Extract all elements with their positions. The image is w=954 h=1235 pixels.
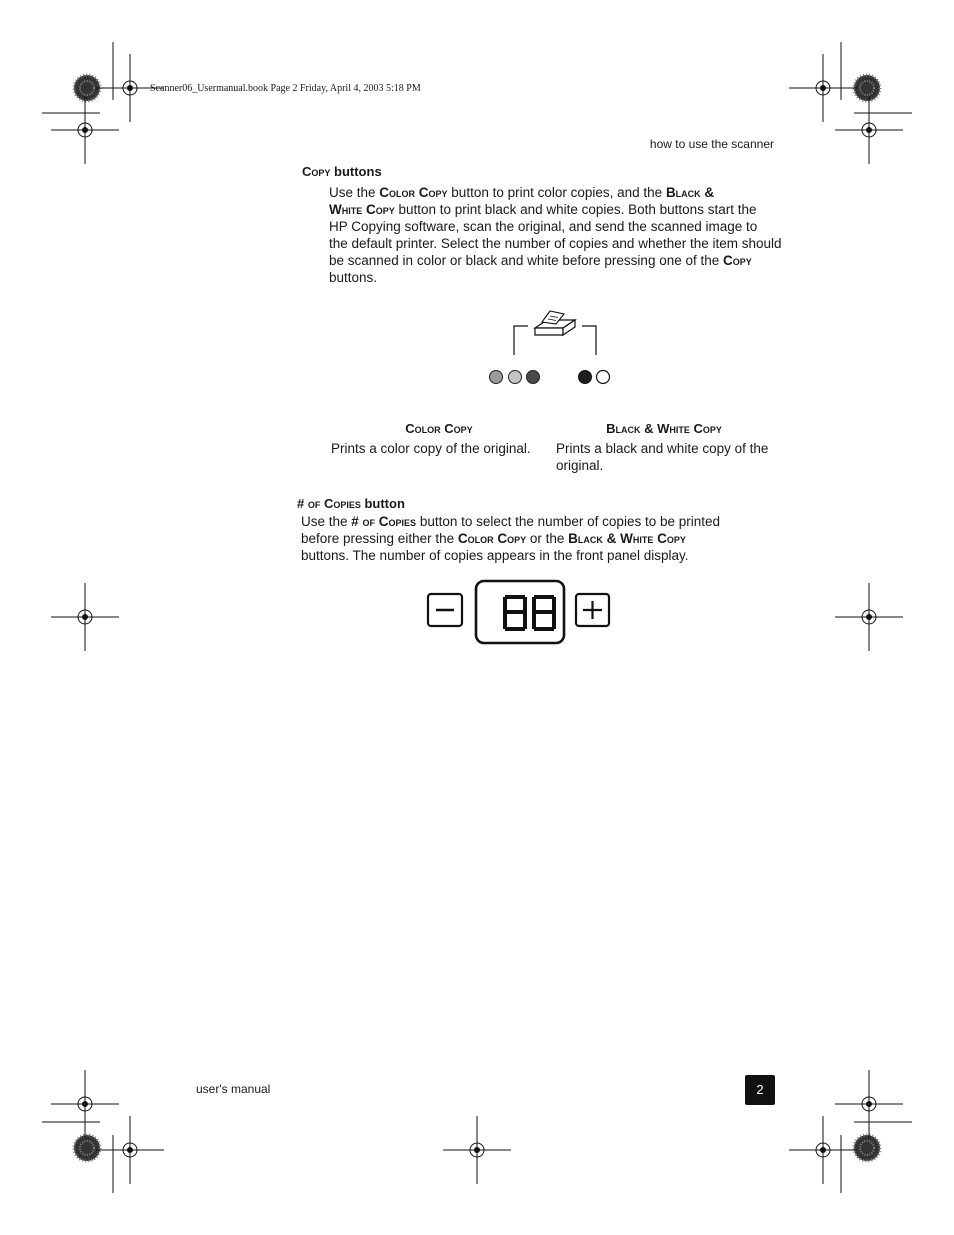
section-heading-copy-buttons: Copy buttons: [302, 164, 382, 179]
crosshair-mark-icon: [443, 1116, 511, 1184]
crosshair-mark-icon: [835, 583, 903, 651]
copier-icon: [535, 311, 575, 335]
copies-button-paragraph: Use the # of Copies button to select the number of copies to be printed before pressing either the Color Copy or the Black & White Copy buttons. The number of copies appears in the front panel display.: [301, 514, 721, 563]
bw-copy-heading: Black & White Copy: [606, 421, 722, 436]
crosshair-mark-icon: [51, 1070, 119, 1138]
footer-manual-title: user's manual: [196, 1082, 271, 1096]
starburst-mark-icon: [854, 1135, 880, 1161]
bw-copy-dot-white: [597, 371, 610, 384]
crosshair-mark-icon: [51, 583, 119, 651]
starburst-mark-icon: [74, 1135, 100, 1161]
crosshair-mark-icon: [96, 1116, 164, 1184]
copies-display: [476, 581, 564, 643]
crosshair-mark-icon: [51, 96, 119, 164]
copy-buttons-illustration: [480, 308, 620, 388]
color-copy-dot-3: [527, 371, 540, 384]
color-copy-description: Prints a color copy of the original.: [331, 441, 531, 456]
crosshair-mark-icon: [789, 54, 857, 122]
running-head: how to use the scanner: [649, 137, 774, 151]
starburst-mark-icon: [854, 75, 880, 101]
crosshair-mark-icon: [789, 1116, 857, 1184]
color-copy-dot-2: [509, 371, 522, 384]
printer-info-line: Scanner06_Usermanual.book Page 2 Friday, April 4, 2003 5:18 PM: [150, 83, 421, 94]
color-copy-dot-1: [490, 371, 503, 384]
bw-copy-dot-black: [579, 371, 592, 384]
color-copy-heading: Color Copy: [405, 421, 473, 436]
plus-button-icon: [576, 594, 609, 626]
bw-copy-description: Prints a black and white copy of the original.: [556, 441, 769, 473]
crosshair-mark-icon: [835, 1070, 903, 1138]
section-heading-copies-button: # of Copies button: [297, 496, 405, 511]
copy-buttons-paragraph: Use the Color Copy button to print color copies, and the Black & White Copy button to print black and white copies. Both buttons start the HP Copying software, scan the original, and send the scanned image to the default printer. Select the number of copies and whether the item should be scanned in color or black and white before pressing one of the Copy buttons.: [329, 185, 782, 285]
crosshair-mark-icon: [835, 96, 903, 164]
minus-button-icon: [428, 594, 462, 626]
copies-display-illustration: [425, 578, 615, 648]
page-number: 2: [745, 1075, 775, 1105]
